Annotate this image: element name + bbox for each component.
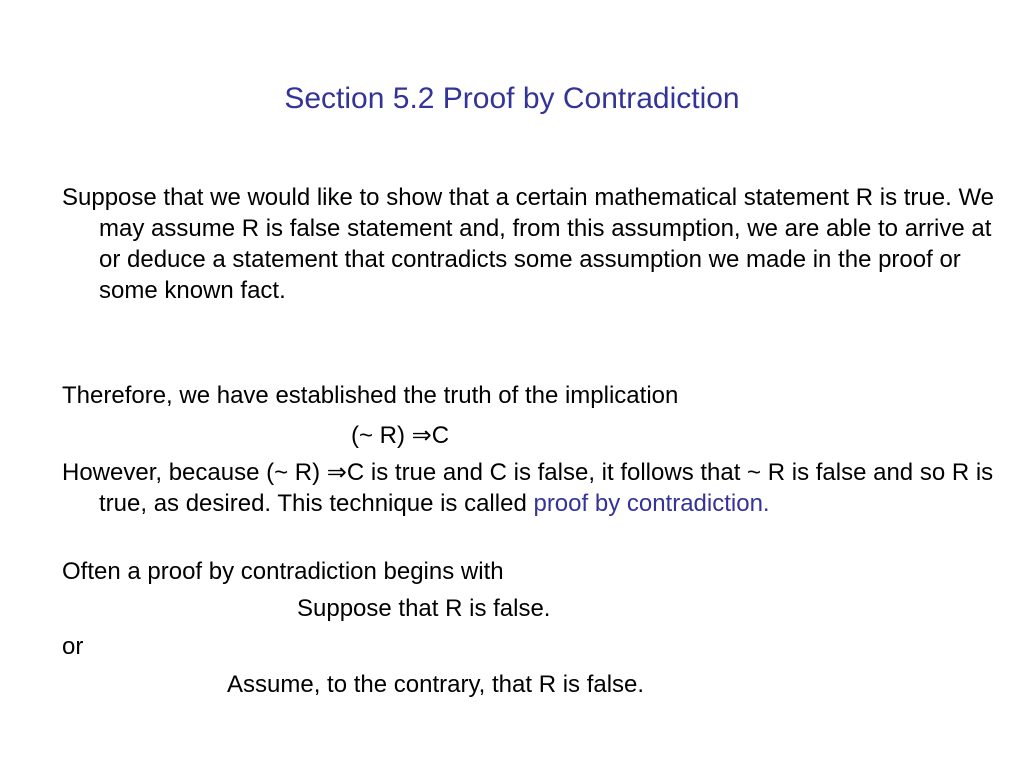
implication-formula: (~ R) ⇒C xyxy=(351,422,450,449)
opening-phrase-assume: Assume, to the contrary, that R is false. xyxy=(227,671,645,698)
slide-title: Section 5.2 Proof by Contradiction xyxy=(284,82,740,115)
implication-paragraph: Therefore, we have established the truth of the implication xyxy=(62,382,679,409)
proof-by-contradiction-term: proof by contradiction. xyxy=(533,490,770,517)
conclusion-paragraph xyxy=(62,457,999,519)
connector-or: or xyxy=(62,633,84,660)
opening-phrase-suppose: Suppose that R is false. xyxy=(297,595,551,622)
intro-paragraph: Suppose that we would like to show that a certain mathematical statement R is true. We may assume R is false statement and, from this assumption, we are able to arrive at or deduce a statement that contradicts some assumption we made in the proof or some known fact. xyxy=(62,184,995,304)
proof-opening-paragraph: Often a proof by contradiction begins with xyxy=(62,558,504,585)
conclusion-text: However, because (~ R) ⇒C is true and C is false, it follows that ~ R is false and so R is true, as desired. This technique is called xyxy=(62,459,994,517)
